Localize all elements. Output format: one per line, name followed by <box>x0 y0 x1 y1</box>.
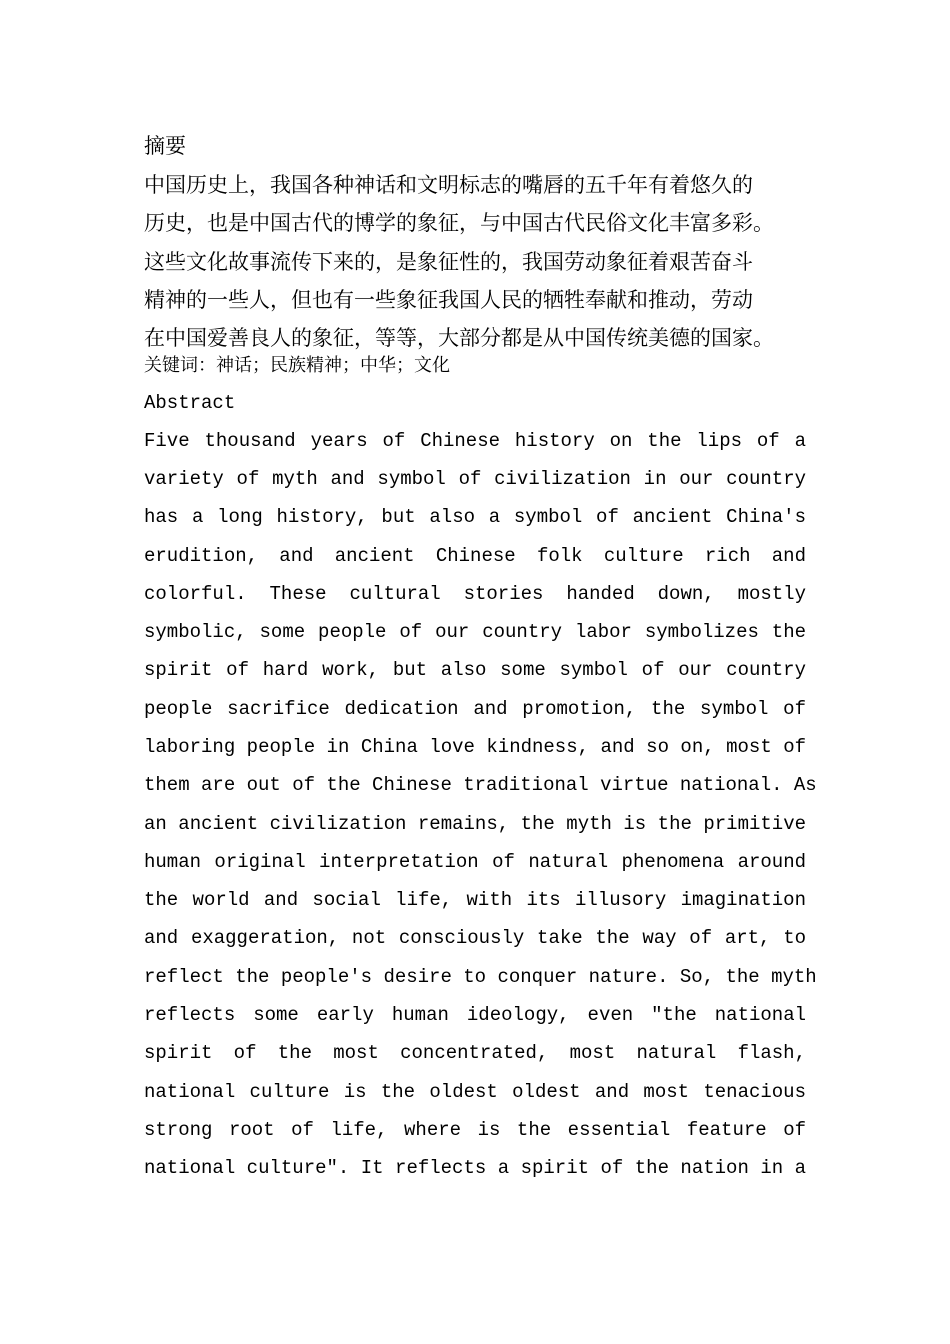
abstract-en-line: reflect the people's desire to conquer nature. So, the myth <box>144 966 817 988</box>
abstract-en-line: reflects some early human ideology, even "the national <box>144 1004 806 1026</box>
abstract-en-line: erudition, and ancient Chinese folk culture rich and <box>144 545 806 567</box>
abstract-cn-line: 历史，也是中国古代的博学的象征，与中国古代民俗文化丰富多彩。 <box>144 211 774 235</box>
abstract-en-line: variety of myth and symbol of civilization in our country <box>144 468 806 490</box>
abstract-en-line: Five thousand years of Chinese history on the lips of a <box>144 430 806 452</box>
abstract-en-line: and exaggeration, not consciously take the way of art, to <box>144 927 806 949</box>
abstract-en-line: strong root of life, where is the essential feature of <box>144 1119 806 1141</box>
abstract-en-line: laboring people in China love kindness, and so on, most of <box>144 736 806 758</box>
abstract-en-line: national culture". It reflects a spirit of the nation in a <box>144 1157 806 1179</box>
abstract-en-line: spirit of the most concentrated, most natural flash, <box>144 1042 806 1064</box>
abstract-en-line: national culture is the oldest oldest and most tenacious <box>144 1081 806 1103</box>
abstract-cn-line: 中国历史上，我国各种神话和文明标志的嘴唇的五千年有着悠久的 <box>144 173 753 197</box>
abstract-cn-line: 在中国爱善良人的象征，等等，大部分都是从中国传统美德的国家。 <box>144 326 774 350</box>
abstract-en-line: them are out of the Chinese traditional virtue national. As <box>144 774 817 796</box>
abstract-en-line: symbolic, some people of our country labor symbolizes the <box>144 621 806 643</box>
abstract-en-line: colorful. These cultural stories handed down, mostly <box>144 583 806 605</box>
abstract-en-line: has a long history, but also a symbol of ancient China's <box>144 506 806 528</box>
abstract-cn-heading: 摘要 <box>144 134 186 158</box>
abstract-en-line: spirit of hard work, but also some symbol of our country <box>144 659 806 681</box>
abstract-en-line: an ancient civilization remains, the myth is the primitive <box>144 813 806 835</box>
abstract-en-line: the world and social life, with its illusory imagination <box>144 889 806 911</box>
abstract-cn-line: 这些文化故事流传下来的，是象征性的，我国劳动象征着艰苦奋斗 <box>144 250 753 274</box>
abstract-cn-keywords: 关键词：神话；民族精神；中华；文化 <box>144 355 450 376</box>
abstract-en-line: people sacrifice dedication and promotion, the symbol of <box>144 698 806 720</box>
abstract-en-heading: Abstract <box>144 392 236 414</box>
abstract-en-line: human original interpretation of natural phenomena around <box>144 851 806 873</box>
abstract-cn-line: 精神的一些人，但也有一些象征我国人民的牺牲奉献和推动，劳动 <box>144 288 753 312</box>
